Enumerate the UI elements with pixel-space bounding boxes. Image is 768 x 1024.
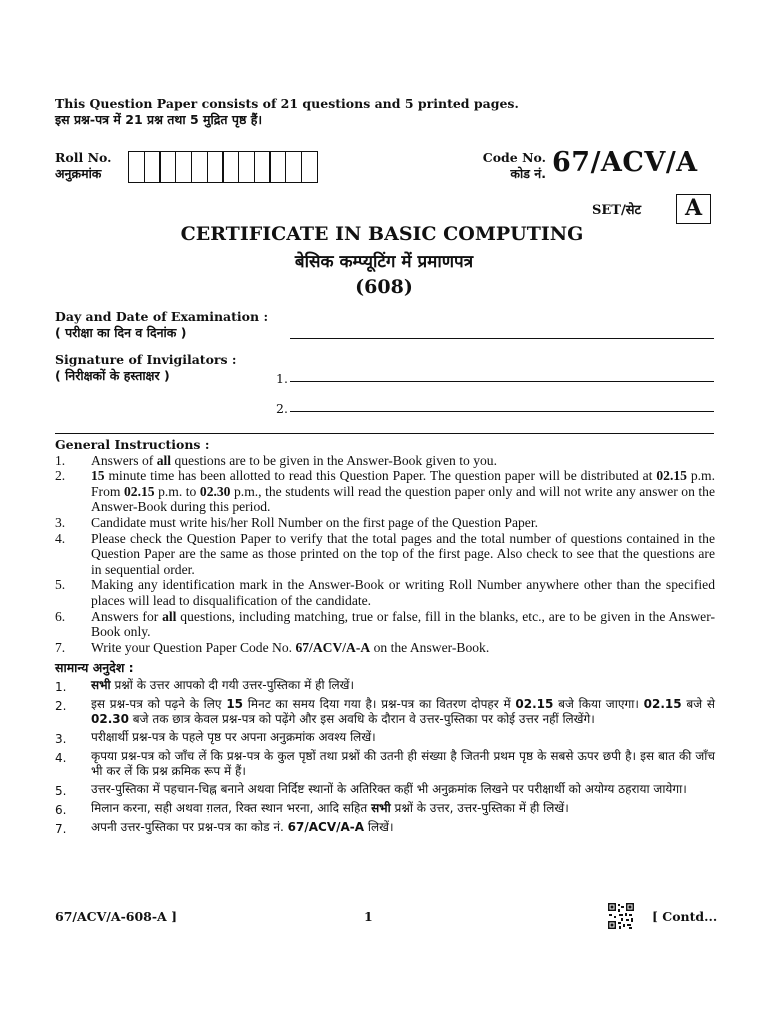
instruction-number: 7. [55,821,67,836]
invigilator-1-line[interactable] [290,381,714,382]
roll-digit-box[interactable] [222,151,239,183]
section-divider [55,433,714,434]
invigilator-label-en: Signature of Invigilators : [55,352,237,367]
general-instructions [55,437,715,655]
instruction-text: Candidate must write his/her Roll Number on the first page of the Question Paper. [91,514,538,530]
roll-digit-box[interactable] [159,151,176,183]
instruction-item [55,678,715,696]
instruction-number: 1. [55,679,67,694]
question-count-hi: इस प्रश्न-पत्र में 21 प्रश्न तथा 5 मुद्रित पृष्ठ हैं। [55,112,263,127]
instruction-item [55,820,715,838]
instruction-item [55,609,715,640]
invigilator-2-line[interactable] [290,411,714,412]
subject-code: (608) [355,276,413,298]
roll-digit-box[interactable] [254,151,271,183]
instruction-text: परीक्षार्थी प्रश्न-पत्र के पहले पृष्ठ पर अपना अनुक्रमांक अवश्य लिखें। [91,729,376,744]
set-label: SET/सेट [592,203,642,218]
instruction-item [55,453,715,469]
code-number: 67/ACV/A [552,147,698,178]
footer-code: 67/ACV/A-608-A ] [55,909,178,924]
instruction-item [55,782,715,800]
roll-label-hi: अनुक्रमांक [55,166,102,181]
instruction-text: अपनी उत्तर-पुस्तिका पर प्रश्न-पत्र का कोड नं. 67/ACV/A-A लिखें। [91,819,394,834]
question-count-en: This Question Paper consists of 21 questions and 5 printed pages. [55,96,519,111]
instruction-number: 1. [55,452,66,468]
hindi-instructions-heading: सामान्य अनुदेश : [55,660,134,675]
instruction-number: 4. [55,530,66,546]
instruction-item [55,730,715,748]
invigilator-2-label: 2. [276,401,288,416]
instruction-number: 6. [55,608,66,624]
instruction-text: उत्तर-पुस्तिका में पहचान-चिह्न बनाने अथवा निर्दिष्ट स्थानों के अतिरिक्त कहीं भी अनुक्रमांक लिखने पर परीक्षार्थी को अयोग्य ठहराया जायेगा। [91,781,687,796]
instruction-number: 6. [55,802,67,817]
instruction-item [55,468,715,515]
instruction-number: 3. [55,731,67,746]
hindi-instructions [55,660,715,839]
instruction-text: Answers for all questions, including matching, true or false, fill in the blanks, etc., are to be given in the Answer-Book only. [91,608,715,640]
instruction-number: 2. [55,468,66,484]
instruction-text: 15 minute time has been allotted to read this Question Paper. The question paper will be distributed at 02.15 p.m. From 02.15 p.m. to 02.30 p.m., the students will read the question paper only and will not write any answer on the Answer-Book during this period. [91,468,716,515]
instruction-item [55,697,715,728]
invigilator-1-label: 1. [276,371,288,386]
instruction-number: 3. [55,514,66,530]
title-en: CERTIFICATE IN BASIC COMPUTING [180,223,584,245]
exam-date-label-en: Day and Date of Examination : [55,309,269,324]
instruction-item [55,577,715,608]
instruction-item [55,515,715,531]
instruction-item [55,531,715,578]
instruction-text: Making any identification mark in the Answer-Book or writing Roll Number anywhere other than the specified places will lead to disqualification of the candidate. [91,577,715,608]
instruction-text: Answers of all questions are to be given in the Answer-Book given to you. [91,452,497,468]
set-value-box: A [676,194,711,224]
qr-code-icon [607,902,635,930]
roll-digit-box[interactable] [175,151,192,183]
code-label-en: Code No. [482,150,546,165]
general-instructions-heading: General Instructions : [55,437,210,452]
instruction-number: 5. [55,783,67,798]
roll-digit-box[interactable] [238,151,255,183]
page-number: 1 [364,909,373,924]
invigilator-label-hi: ( निरीक्षकों के हस्ताक्षर ) [55,368,170,383]
instruction-text: मिलान करना, सही अथवा ग़लत, रिक्त स्थान भरना, आदि सहित सभी प्रश्नों के उत्तर, उत्तर-पुस्तिका में ही लिखें। [91,800,569,815]
code-label-hi: कोड नं. [510,166,546,181]
title-hi: बेसिक कम्प्यूटिंग में प्रमाणपत्र [294,252,474,272]
roll-label-en: Roll No. [55,150,112,165]
instruction-text: कृपया प्रश्न-पत्र को जाँच लें कि प्रश्न-पत्र के कुल पृष्ठों तथा प्रश्नों की उतनी ही संख्या है जितनी प्रथम पृष्ठ के सबसे ऊपर छपी है। इस बात की जाँच भी कर लें कि प्रश्न क्रमिक रूप में हैं। [91,748,715,779]
instruction-text: Write your Question Paper Code No. 67/ACV/A-A on the Answer-Book. [91,639,490,655]
exam-date-label-hi: ( परीक्षा का दिन व दिनांक ) [55,325,187,340]
roll-digit-box[interactable] [191,151,208,183]
continued-label: [ Contd... [652,909,718,924]
instruction-text: इस प्रश्न-पत्र को पढ़ने के लिए 15 मिनट का समय दिया गया है। प्रश्न-पत्र का वितरण दोपहर में 02.15 बजे किया जाएगा। 02.15 बजे से 02.30 बजे तक छात्र केवल प्रश्न-पत्र को पढ़ेंगे और इस अवधि के दौरान वे उत्तर-पुस्तिका पर कोई उत्तर नहीं लिखेंगे। [91,696,716,727]
roll-digit-box[interactable] [207,151,224,183]
instruction-number: 7. [55,639,66,655]
instruction-number: 4. [55,750,67,765]
roll-digit-box[interactable] [301,151,318,183]
roll-digit-box[interactable] [269,151,286,183]
roll-digit-box[interactable] [144,151,161,183]
instruction-text: सभी प्रश्नों के उत्तर आपको दी गयी उत्तर-पुस्तिका में ही लिखें। [91,677,355,692]
roll-number-boxes[interactable] [128,151,316,183]
instruction-item [55,749,715,780]
roll-digit-box[interactable] [285,151,302,183]
instruction-number: 5. [55,577,66,593]
roll-digit-box[interactable] [128,151,145,183]
exam-date-line[interactable] [290,338,714,339]
instruction-item [55,640,715,656]
instruction-number: 2. [55,698,67,713]
instruction-item [55,801,715,819]
instruction-text: Please check the Question Paper to verify that the total pages and the total number of questions contained in the Question Paper are the same as those printed on the top of the first page. Also check to see that the questions are in sequential order. [91,530,715,577]
